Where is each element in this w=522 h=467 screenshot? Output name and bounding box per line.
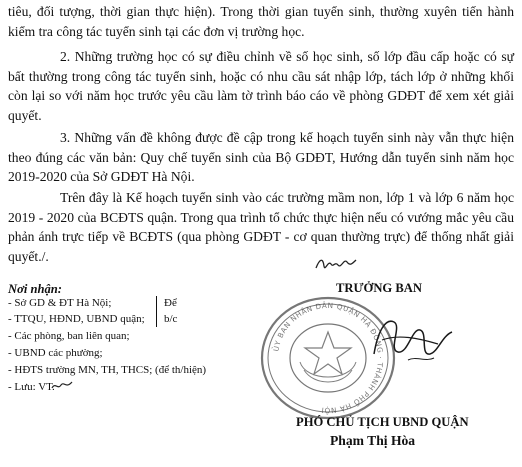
recipient-side-note: Để: [164, 297, 177, 309]
archive-initial-mark: [50, 378, 74, 392]
initial-paraph-mark: [314, 252, 358, 274]
signatory-title: TRƯỞNG BAN: [336, 281, 422, 295]
recipient-item: - Các phòng, ban liên quan;: [8, 330, 130, 342]
recipient-bracket: [156, 296, 157, 327]
recipient-item: - Lưu: VT.: [8, 381, 55, 393]
recipient-item: - Sở GD & ĐT Hà Nội;: [8, 297, 112, 309]
paragraph-item-3: 3. Những vấn đề không được đề cập trong kế hoạch tuyển sinh này vẫn thực hiện theo đúng các văn bản: Quy chế tuyển sinh của Bộ GDĐT, Hướng dẫn tuyển sinh năm học 2019-2020 của Sở GDĐT Hà Nội.: [8, 130, 514, 185]
signatory-name: Phạm Thị Hòa: [330, 433, 416, 448]
recipient-item: - HĐTS trường MN, TH, THCS; (để th/hiện): [8, 364, 207, 376]
paragraph-continuation: tiêu, đối tượng, thời gian thực hiện). Trong thời gian tuyển sinh, thường xuyên tiến hành kiểm tra công tác tuyển sinh tại các đơn vị trường học.: [8, 4, 514, 39]
recipients-heading: Nơi nhận:: [8, 282, 63, 296]
recipient-item: - TTQU, HĐND, UBND quận;: [8, 313, 145, 325]
seal-lettering: ỦY BAN NHÂN DÂN QUẬN HÀ ĐÔNG · THÀNH PHỐ HÀ NỘI: [271, 300, 386, 416]
handwritten-signature: [368, 310, 458, 370]
recipient-item: - UBND các phường;: [8, 347, 103, 359]
paragraph-closing: Trên đây là Kế hoạch tuyển sinh vào các trường mầm non, lớp 1 và lớp 6 năm học 2019 - 2020 của BCĐTS quận. Trong qua trình tổ chức thực hiện nếu có vướng mắc yêu cầu phản ánh trực tiếp về BCĐTS (qua phòng GDĐT - cơ quan thường trực) để thống nhất giải quyết./.: [8, 190, 514, 264]
signatory-position: PHÓ CHỦ TỊCH UBND QUẬN: [296, 415, 469, 429]
recipient-side-note: b/c: [164, 313, 178, 325]
paragraph-item-2: 2. Những trường học có sự điều chỉnh về số học sinh, số lớp đầu cấp hoặc có sự bất thường trong công tác tuyển sinh, hoặc có nhu cầu sát nhập lớp, tách lớp ở những khối còn lại so với năm học trước yêu cầu làm tờ trình báo cáo về phòng GDĐT để xem xét giải quyết.: [8, 49, 514, 123]
